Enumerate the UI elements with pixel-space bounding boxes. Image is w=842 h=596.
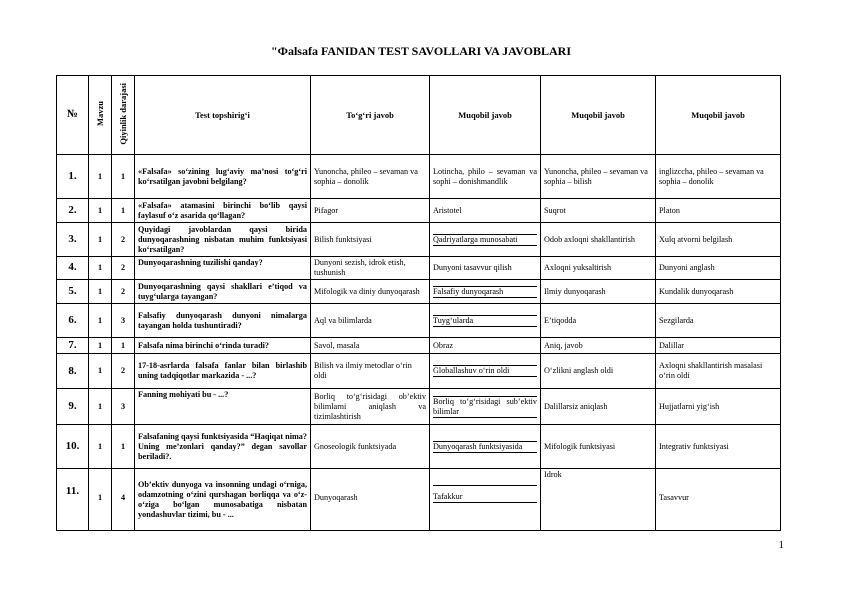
row-alternative-answer-text: Falsafiy dunyoqarash: [433, 286, 537, 298]
row-qiyinlik: 1: [112, 155, 135, 199]
row-mavzu: 1: [89, 257, 112, 280]
row-alternative-answer: Dunyoni tasavvur qilish: [430, 257, 541, 280]
row-alternative-answer: Lotincha, philo – sevaman va sophi – donishmandlik: [430, 155, 541, 199]
row-mavzu: 1: [89, 469, 112, 531]
row-alternative-answer: Hujjatlarni yig‘ish: [656, 389, 781, 425]
row-alternative-answer: Idrok: [541, 469, 656, 531]
row-qiyinlik: 1: [112, 338, 135, 354]
row-alternative-answer-text: Qadriyatlarga munosabati: [433, 234, 537, 246]
row-correct-answer: Pifagor: [311, 199, 430, 223]
row-alternative-answer: Dalillar: [656, 338, 781, 354]
row-alternative-answer: Integrativ funktsiyasi: [656, 425, 781, 469]
table-row: [57, 304, 781, 338]
table-row: [57, 425, 781, 469]
row-mavzu: 1: [89, 155, 112, 199]
row-number: 11.: [57, 469, 89, 531]
row-number: 1.: [57, 155, 89, 199]
row-question: «Falsafa» so‘zining lug‘aviy ma’nosi to‘g‘ri ko‘rsatilgan javobni belgilang?: [135, 155, 311, 199]
header-qiyinlik-label: Qiyinlik darajasi: [117, 83, 128, 145]
row-alternative-answer-text: Tuyg‘ularda: [433, 315, 537, 327]
row-alternative-answer: Dunyoni anglash: [656, 257, 781, 280]
row-alternative-answer: Odob axloqni shakllantirish: [541, 223, 656, 257]
row-alternative-answer: Aniq, javob: [541, 338, 656, 354]
row-mavzu: 1: [89, 280, 112, 304]
row-question: Ob’ektiv dunyoga va insonning undagi o‘rniga, odamzotning o‘zini qurshagan borliqqa va o‘z-o‘ziga bo‘lgan munosabatiga nisbatan yondashuvlar tizimi, bu - ...: [135, 469, 311, 531]
row-alternative-answer: E’tiqodda: [541, 304, 656, 338]
row-mavzu: 1: [89, 223, 112, 257]
row-alternative-answer: Suqrot: [541, 199, 656, 223]
table-row: [57, 338, 781, 354]
row-alternative-answer: inglizccha, phileo – sevaman va sophia – donolik: [656, 155, 781, 199]
row-question: 17-18-asrlarda falsafa fanlar bilan birlashib uning tadqiqotlar markazida - ...?: [135, 354, 311, 389]
row-alternative-answer: Axloqni shakllantirish masalasi o‘rin oldi: [656, 354, 781, 389]
row-alternative-answer-text: Dunyoqarash funktsiyasida: [433, 441, 537, 453]
row-question: Quyidagi javoblardan qaysi birida dunyoqarashning nisbatan muhim funktsiyasi ko‘rsatilgan?: [135, 223, 311, 257]
row-question: «Falsafa» atamasini birinchi bo‘lib qaysi faylasuf o‘z asarida qo‘llagan?: [135, 199, 311, 223]
table-row: [57, 469, 781, 531]
row-alternative-answer: [430, 304, 541, 338]
row-alternative-answer: Xulq atvorni belgilash: [656, 223, 781, 257]
row-correct-answer: Dunyoqarash: [311, 469, 430, 531]
row-mavzu: 1: [89, 199, 112, 223]
row-alternative-answer: Obraz: [430, 338, 541, 354]
row-number: 8.: [57, 354, 89, 389]
row-mavzu: 1: [89, 425, 112, 469]
row-alternative-answer: Ilmiy dunyoqarash: [541, 280, 656, 304]
row-alternative-answer: Yunoncha, phileo – sevaman va sophia – bilish: [541, 155, 656, 199]
table-row: [57, 155, 781, 199]
table-row: [57, 389, 781, 425]
row-alternative-answer: Kundalik dunyoqarash: [656, 280, 781, 304]
row-number: 7.: [57, 338, 89, 354]
row-number: 10.: [57, 425, 89, 469]
row-qiyinlik: 3: [112, 389, 135, 425]
header-correct-answer: To‘g‘ri javob: [311, 76, 430, 155]
row-alternative-answer: Tasavvur: [656, 469, 781, 531]
header-alternative-answer: Muqobil javob: [541, 76, 656, 155]
row-alternative-answer: Aristotel: [430, 199, 541, 223]
row-alternative-answer: [430, 425, 541, 469]
row-number: 6.: [57, 304, 89, 338]
row-qiyinlik: 4: [112, 469, 135, 531]
table-row: [57, 257, 781, 280]
row-qiyinlik: 3: [112, 304, 135, 338]
table-row: [57, 199, 781, 223]
row-alternative-answer: [430, 354, 541, 389]
row-qiyinlik: 2: [112, 223, 135, 257]
row-qiyinlik: 2: [112, 280, 135, 304]
row-correct-answer: Mifologik va diniy dunyoqarash: [311, 280, 430, 304]
row-alternative-answer: [430, 389, 541, 425]
row-alternative-answer: Axloqni yuksaltirish: [541, 257, 656, 280]
row-alternative-answer: [430, 223, 541, 257]
row-question: Falsafa nima birinchi o‘rinda turadi?: [135, 338, 311, 354]
row-alternative-answer-text: Borliq to‘g‘risidagi sub’ektiv bilimlar: [433, 396, 537, 416]
header-number: №: [57, 76, 89, 155]
row-mavzu: 1: [89, 389, 112, 425]
row-alternative-answer: [430, 469, 541, 531]
row-correct-answer: Borliq to‘g‘risidagi ob’ektiv bilimlarni aniqlash va tizimlashtirish: [311, 389, 430, 425]
header-mavzu: [89, 76, 112, 155]
row-alternative-answer: Sezgilarda: [656, 304, 781, 338]
row-question: Falsafiy dunyoqarash dunyoni nimalarga tayangan holda tushuntiradi?: [135, 304, 311, 338]
row-alternative-answer: Mifologik funktsiyasi: [541, 425, 656, 469]
test-questions-table: [56, 75, 781, 531]
row-alternative-answer: [430, 280, 541, 304]
page-title: "Фalsafa FANIDAN TEST SAVOLLARI VA JAVOBLARI: [270, 44, 572, 58]
header-alternative-answer: Muqobil javob: [430, 76, 541, 155]
row-alternative-answer-text: Tafakkur: [433, 485, 537, 503]
row-number: 3.: [57, 223, 89, 257]
row-correct-answer: Bilish funktsiyasi: [311, 223, 430, 257]
header-alternative-answer: Muqobil javob: [656, 76, 781, 155]
row-alternative-answer-text: Globallashuv o‘rin oldi: [433, 365, 537, 377]
row-question: Falsafaning qaysi funktsiyasida “Haqiqat nima? Uning me’zonlari qanday?” degan savollar beriladi?.: [135, 425, 311, 469]
page-number: 1: [778, 539, 784, 551]
row-correct-answer: Bilish va ilmiy metodlar o‘rin oldi: [311, 354, 430, 389]
row-correct-answer: Aql va bilimlarda: [311, 304, 430, 338]
header-row: [57, 76, 781, 155]
row-correct-answer: Savol, masala: [311, 338, 430, 354]
row-alternative-answer: Platon: [656, 199, 781, 223]
table-row: [57, 354, 781, 389]
row-qiyinlik: 1: [112, 199, 135, 223]
row-qiyinlik: 1: [112, 425, 135, 469]
row-mavzu: 1: [89, 304, 112, 338]
row-correct-answer: Gnoseologik funktsiyada: [311, 425, 430, 469]
row-alternative-answer: O‘zlikni anglash oldi: [541, 354, 656, 389]
row-number: 9.: [57, 389, 89, 425]
header-mavzu-label: Mavzu: [94, 101, 105, 127]
row-question: Dunyoqarashning qaysi shakllari e’tiqod va tuyg‘ularga tayangan?: [135, 280, 311, 304]
row-number: 5.: [57, 280, 89, 304]
table-row: [57, 280, 781, 304]
row-number: 2.: [57, 199, 89, 223]
row-mavzu: 1: [89, 338, 112, 354]
header-test: Test topshirig‘i: [135, 76, 311, 155]
row-mavzu: 1: [89, 354, 112, 389]
row-number: 4.: [57, 257, 89, 280]
row-correct-answer: Yunoncha, phileo – sevaman va sophia – donolik: [311, 155, 430, 199]
row-alternative-answer: Dalillarsiz aniqlash: [541, 389, 656, 425]
row-question: Dunyoqarashning tuzilishi qanday?: [135, 257, 311, 280]
header-qiyinlik: [112, 76, 135, 155]
row-question: Fanning mohiyati bu - ...?: [135, 389, 311, 425]
table-row: [57, 223, 781, 257]
row-correct-answer: Dunyoni sezish, idrok etish, tushunish: [311, 257, 430, 280]
row-qiyinlik: 2: [112, 354, 135, 389]
row-qiyinlik: 2: [112, 257, 135, 280]
